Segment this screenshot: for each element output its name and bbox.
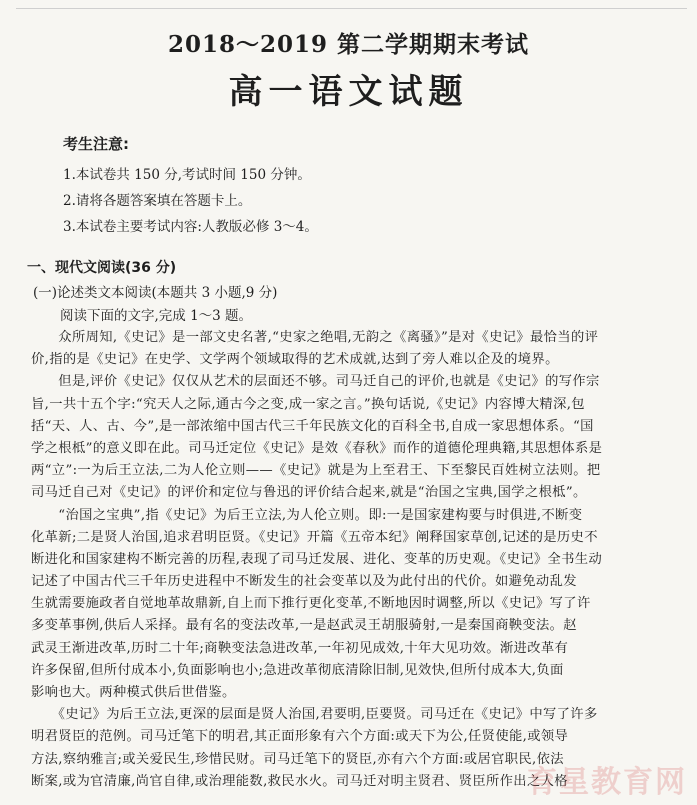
top-border-line: [16, 8, 687, 9]
subsection-heading: (一)论述类文本阅读(本题共 3 小题,9 分): [33, 285, 278, 301]
passage-line: 武灵王渐进改革,历时二十年;商鞅变法急进改革,一年初见成效,十年大见功效。渐进改革有: [31, 640, 569, 656]
passage-line: 明君贤臣的范例。司马迁笔下的明君,其正面形象有六个方面:或天下为公,任贤使能,或领导: [31, 729, 569, 745]
passage-line: 括“天、人、古、今”,是一部浓缩中国古代三千年民族文化的百科全书,自成一家思想体系。“国: [31, 418, 594, 434]
passage-line: 众所周知,《史记》是一部文史名著,“史家之绝唱,无韵之《离骚》”是对《史记》最恰当的评: [31, 330, 599, 345]
passage-line: 多变革事例,供后人采择。最有名的变法改革,一是赵武灵王胡服骑射,一是秦国商鞅变法。赵: [31, 618, 577, 634]
section-heading: 一、现代文阅读(36 分): [27, 260, 177, 276]
passage-line: 旨,一共十五个字:“究天人之际,通古今之变,成一家之言。”换句话说,《史记》内容博大精深,包: [31, 396, 585, 412]
passage-line: 许多保留,但所付成本小,负面影响也小;急进改革彻底清除旧制,见效快,但所付成本大,负面: [31, 662, 564, 678]
passage-line: 影响也大。两种模式供后世借鉴。: [31, 685, 236, 700]
reading-passage: [31, 327, 691, 793]
passage-line: 学之根柢”的意义即在此。司马迁定位《史记》是效《春秋》而作的道德伦理典籍,其思想体系是: [31, 440, 603, 456]
passage-line: 生就需要施政者自觉地革故鼎新,自上而下推行更化变革,不断地因时调整,所以《史记》写了许: [31, 596, 591, 612]
passage-line: 两“立”:一为后王立法,二为人伦立则——《史记》就是为上至君王、下至黎民百姓树立法则。把: [31, 463, 601, 479]
passage-paragraph: [31, 327, 691, 371]
paper-main-title: 高一语文试题: [228, 72, 469, 112]
passage-line: 方法,察纳雅言;或关爱民生,珍惜民财。司马迁笔下的贤臣,亦有六个方面:或居官职民,依法: [31, 751, 564, 767]
passage-paragraph: [31, 505, 691, 705]
passage-paragraph: [31, 371, 691, 504]
notice-item: 2.请将各题答案填在答题卡上。: [63, 193, 252, 209]
passage-line: 价,指的是《史记》在史学、文学两个领域取得的艺术成就,达到了旁人难以企及的境界。: [31, 352, 559, 368]
passage-line: 记述了中国古代三千年历史进程中不断发生的社会变革以及为此付出的代价。如避免动乱发: [31, 574, 577, 590]
notice-item: 3.本试卷主要考试内容:人教版必修 3～4。: [63, 219, 318, 235]
reading-instruction: 阅读下面的文字,完成 1～3 题。: [60, 308, 253, 324]
candidate-notice: [63, 133, 663, 240]
passage-line: 断进化和国家建构不断完善的历程,表现了司马迁发展、进化、变革的历史观。《史记》全书生动: [31, 551, 603, 567]
passage-line: 司马迁自己对《史记》的评价和定位与鲁迅的评价结合起来,就是“治国之宝典,国学之根柢”。: [31, 485, 587, 501]
exam-term-title: 2018～2019 第二学期期末考试: [167, 31, 530, 58]
passage-line: 但是,评价《史记》仅仅从艺术的层面还不够。司马迁自己的评价,也就是《史记》的写作宗: [31, 374, 600, 390]
notice-item: 1.本试卷共 150 分,考试时间 150 分钟。: [63, 167, 311, 183]
passage-line: “治国之宝典”,指《史记》为后王立法,为人伦立则。即:一是国家建构要与时俱进,不断变: [31, 507, 583, 523]
passage-line: 断案,或为官清廉,尚官自律,或治理能数,救民水火。司马迁对明主贤君、贤臣所作出之人格: [31, 773, 568, 789]
notice-heading: 考生注意:: [63, 135, 129, 153]
passage-line: 化革新;二是贤人治国,追求君明臣贤。《史记》开篇《五帝本纪》阐释国家草创,记述的是历史不: [31, 529, 598, 545]
watermark-logo: 育星教育网: [527, 765, 687, 800]
passage-line: 《史记》为后王立法,更深的层面是贤人治国,君要明,臣要贤。司马迁在《史记》中写了许多: [31, 707, 598, 723]
